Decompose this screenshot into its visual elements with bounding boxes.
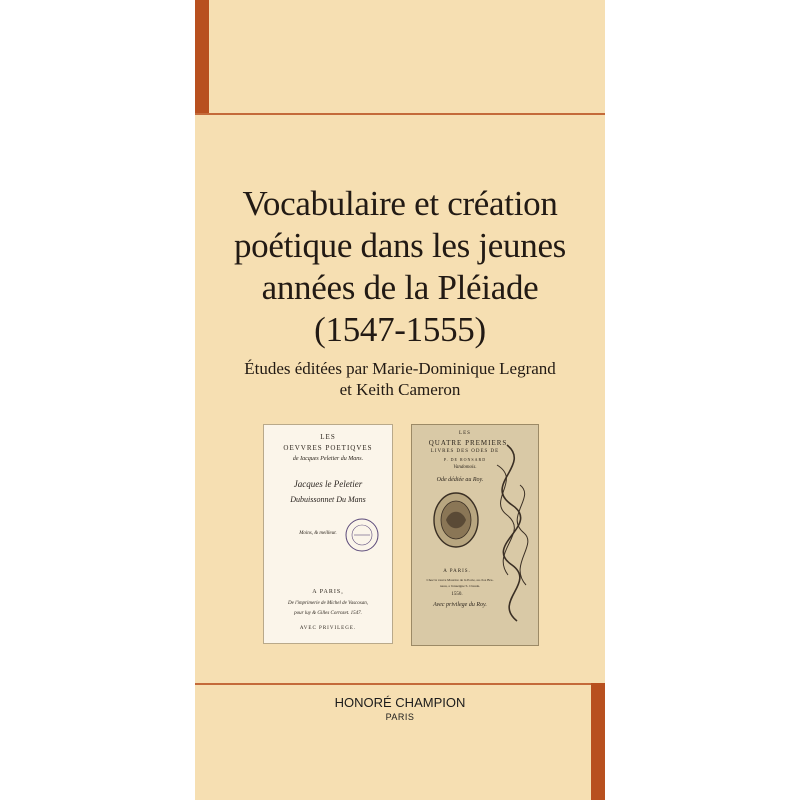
rule-bottom (195, 683, 605, 685)
fac1-place: A PARIS, (312, 589, 344, 595)
fac2-line1: LES (459, 431, 471, 436)
accent-bar-top (195, 0, 209, 115)
rule-top (195, 113, 605, 115)
facsimile-title-page-ronsard (411, 424, 539, 646)
fac2-line3: LIVRES DES ODES DE (430, 449, 500, 454)
fac2-printer-1: Chez la veuve Maurice de la Porte, au clos Bru- (426, 578, 494, 582)
book-title (195, 183, 605, 351)
printer-device-emblem-icon (432, 491, 480, 549)
library-stamp-icon (344, 517, 380, 553)
title-line-1: Vocabulaire et création (242, 184, 558, 223)
fac2-printer-2: neau, a l'enseigne S. Claude. (440, 584, 480, 588)
fac2-year: 1550. (451, 592, 463, 597)
fac1-handwriting-2: Dubuissonnet Du Mans (290, 495, 366, 504)
fac2-line5: Vandomois. (453, 465, 477, 470)
fac1-handwriting-1: Jacques le Peletier (293, 479, 363, 489)
fac2-place: A PARIS. (443, 569, 471, 574)
fac2-line2: QUATRE PREMIERS (428, 439, 508, 447)
facsimile-title-page-peletier (263, 424, 393, 644)
fac1-line1: LES (320, 433, 336, 441)
title-line-3: années de la Pléiade (261, 268, 539, 307)
book-editors (195, 358, 605, 400)
publisher-name: HONORÉ CHAMPION (334, 695, 466, 710)
fac1-line3: de Iacques Peletier du Mans. (292, 456, 364, 462)
fac1-printer-2: pour luy & Gilles Corrozet. 1547. (294, 611, 362, 616)
fac1-printer-1: De l'imprimerie de Michel de Vascosan, (288, 601, 368, 606)
fac2-dedication: Ode dédiée au Roy. (436, 477, 484, 483)
fac1-line2: OEVVRES POETIQVES (283, 444, 373, 452)
editors-line-1: Études éditées par Marie-Dominique Legrand (244, 359, 556, 378)
fac1-privilege: AVEC PRIVILEGE. (299, 626, 357, 631)
title-line-4: (1547-1555) (314, 310, 486, 349)
fac1-motto: Moins, & meilleur. (299, 531, 337, 536)
book-cover (195, 0, 605, 800)
title-line-2: poétique dans les jeunes (233, 226, 567, 265)
editors-line-2: et Keith Cameron (339, 380, 461, 399)
publisher-city: PARIS (385, 712, 415, 722)
fac2-privilege: Avec privilege du Roy. (433, 602, 487, 608)
fac2-line4: P. DE RONSARD (443, 457, 487, 462)
